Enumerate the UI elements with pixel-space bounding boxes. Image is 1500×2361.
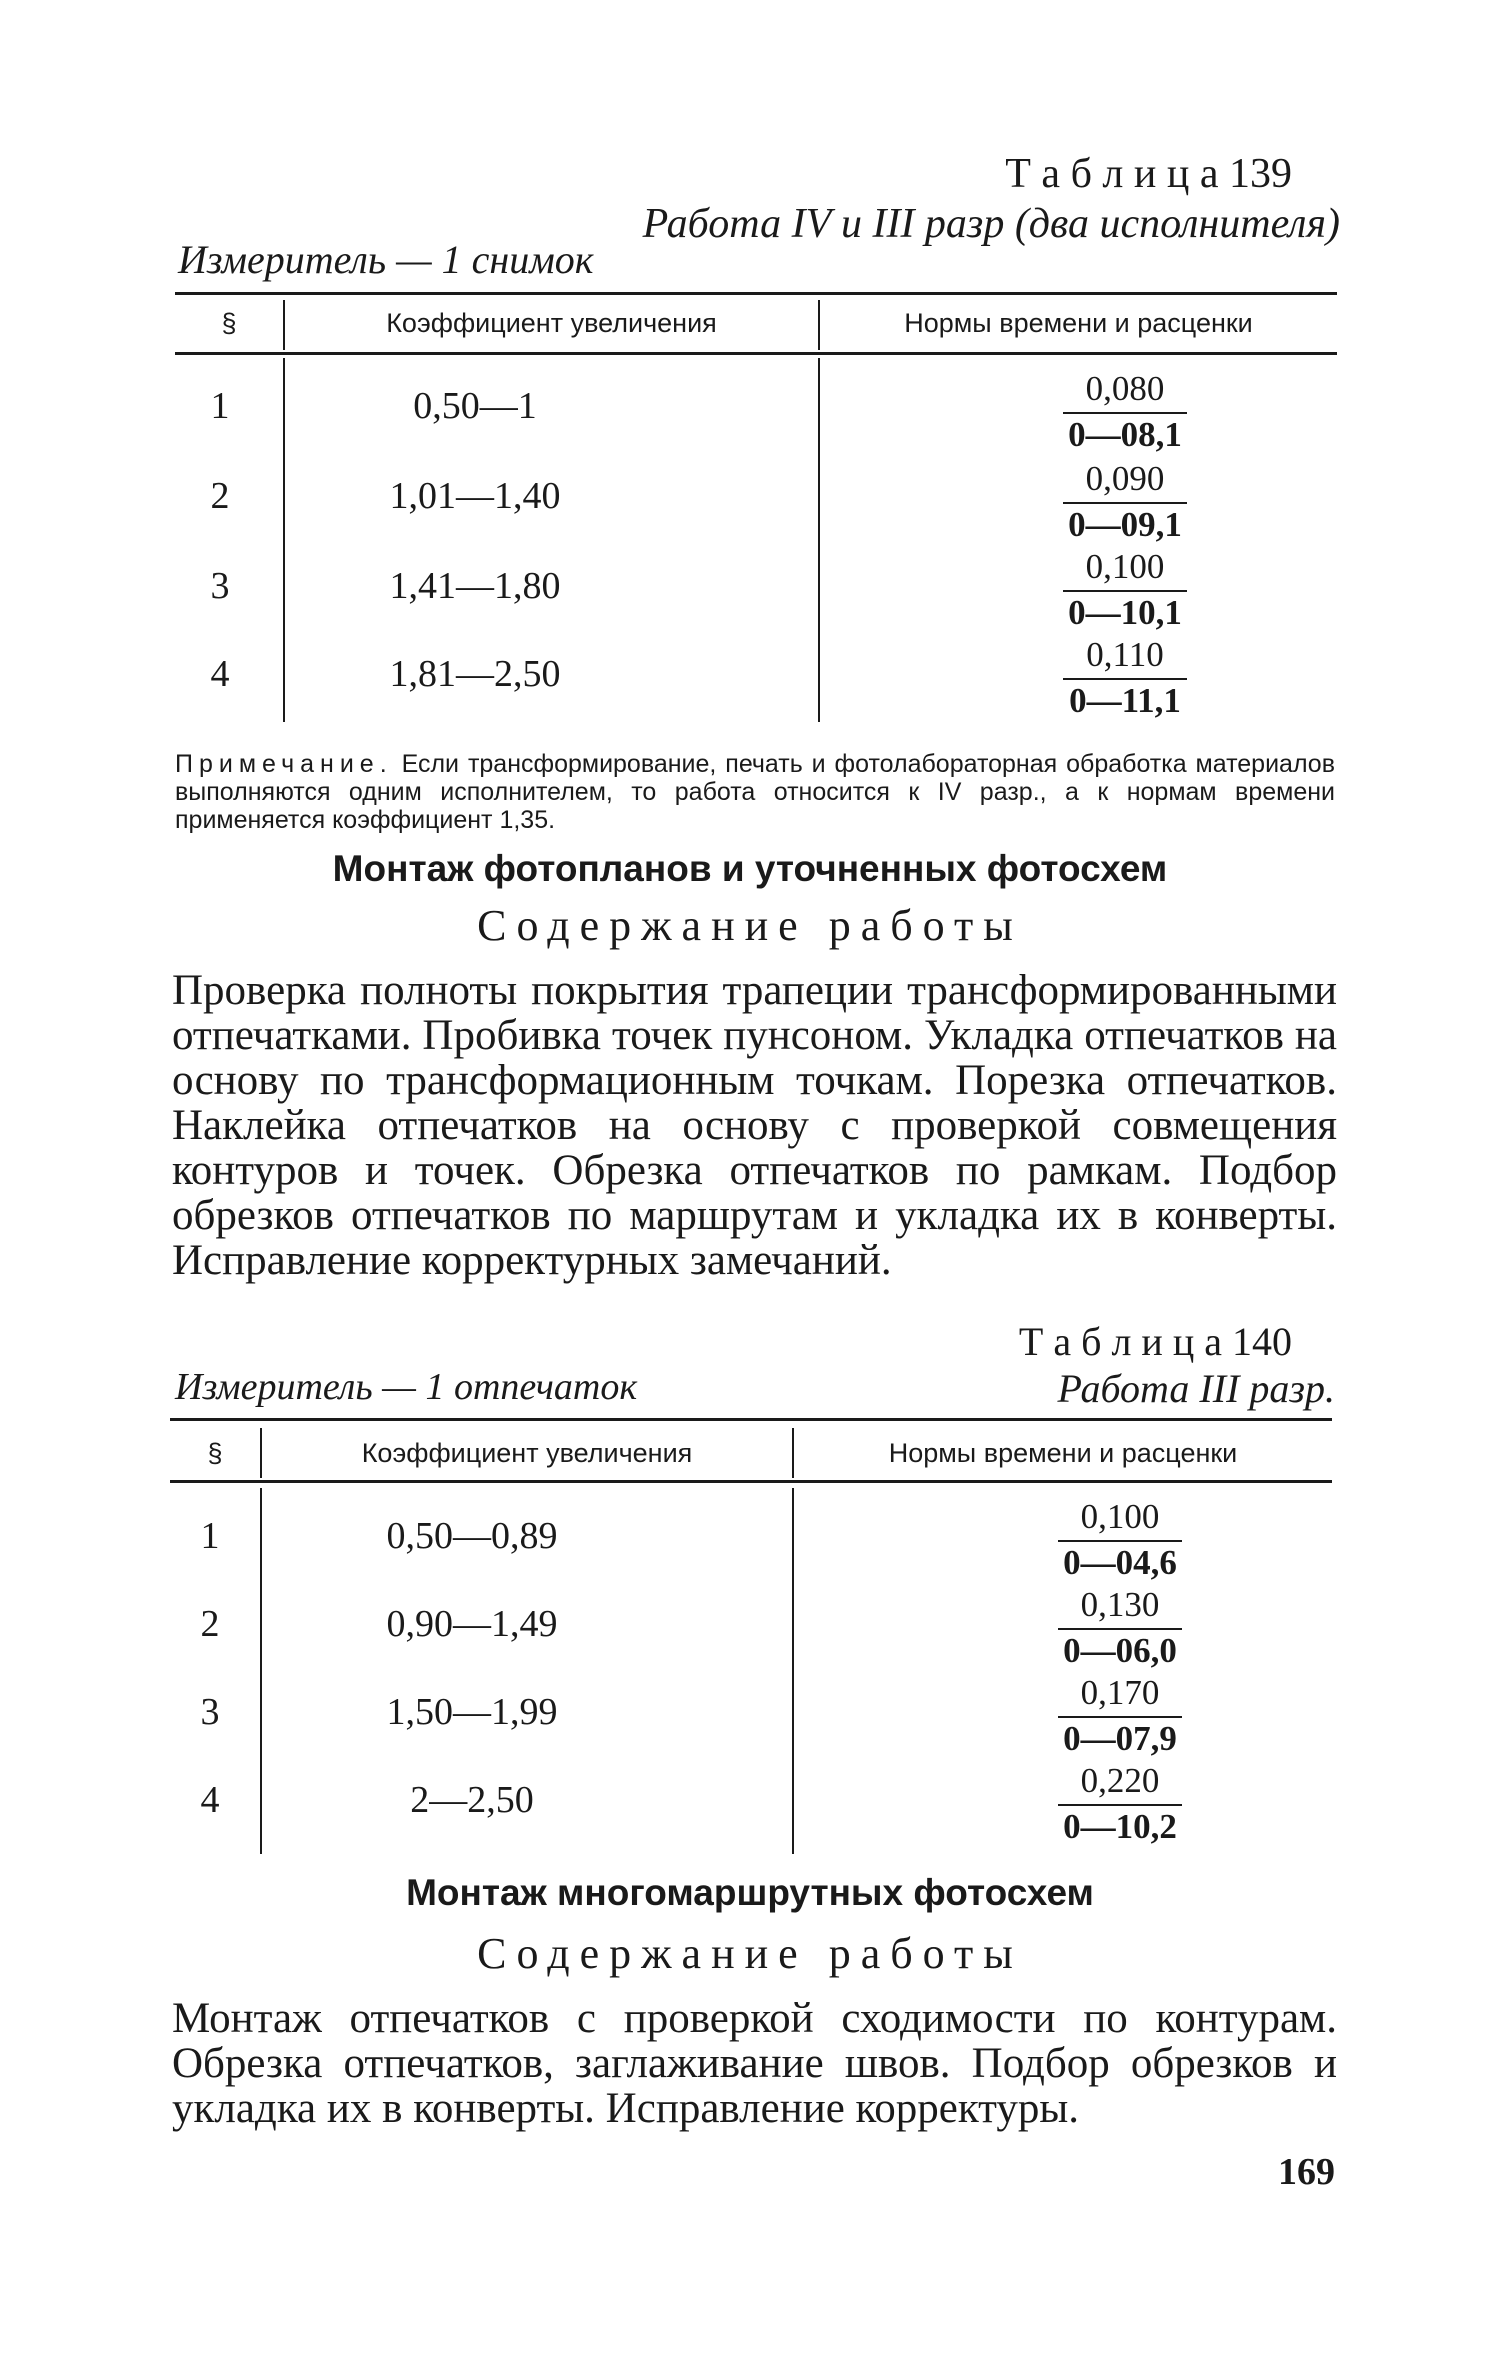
norm-price: 0—04,6 [1063, 1543, 1177, 1582]
norm-time: 0,090 [1085, 459, 1165, 498]
table-top-rule [175, 292, 1337, 295]
row-norm-fraction [1020, 1584, 1220, 1672]
norm-price: 0—08,1 [1068, 415, 1182, 454]
table-note [175, 750, 1335, 834]
row-coefficient: 0,90—1,49 [386, 1603, 558, 1645]
table-139-title: Т а б л и ц а 139 [1005, 151, 1292, 197]
norm-price: 0—06,0 [1063, 1631, 1177, 1670]
note-text: Если трансформирование, печать и фотолабораторная обработка материалов выполняются одним исполнителем, то работа относится к IV разр., а к нормам времени применяется коэффициент 1,35. [175, 750, 1335, 834]
row-norm-fraction [1025, 368, 1225, 456]
row-number: 1 [200, 1515, 220, 1557]
norm-time: 0,220 [1080, 1761, 1160, 1800]
table-140-title: Т а б л и ц а 140 [1018, 1319, 1292, 1364]
norm-time: 0,080 [1085, 369, 1165, 408]
norm-price: 0—09,1 [1068, 505, 1182, 544]
row-number: 4 [210, 653, 230, 695]
header-norms: Нормы времени и расценки [888, 1438, 1238, 1468]
table-140-meter: Измеритель — 1 отпечаток [175, 1366, 638, 1408]
norm-price: 0—10,1 [1068, 593, 1182, 632]
row-number: 3 [200, 1691, 220, 1733]
table-139 [175, 292, 1337, 732]
row-number: 2 [200, 1603, 220, 1645]
row-coefficient: 0,50—1 [413, 385, 537, 427]
table-139-meter: Измеритель — 1 снимок [178, 237, 594, 282]
row-coefficient: 1,50—1,99 [386, 1691, 558, 1733]
norm-price: 0—11,1 [1069, 681, 1181, 720]
row-norm-fraction [1020, 1496, 1220, 1584]
header-coefficient: Коэффициент увеличения [386, 308, 717, 338]
row-number: 2 [210, 475, 230, 517]
section-subheading: Содержание работы [477, 1929, 1023, 1978]
table-header-rule [170, 1480, 1332, 1483]
row-number: 1 [210, 385, 230, 427]
table-139-work-grade: Работа IV и III разр (два исполнителя) [642, 201, 1340, 247]
row-norm-fraction [1025, 634, 1225, 722]
header-paragraph: § [221, 308, 237, 338]
row-coefficient: 1,41—1,80 [389, 565, 561, 607]
row-coefficient: 1,01—1,40 [389, 475, 561, 517]
norm-price: 0—07,9 [1063, 1719, 1177, 1758]
norm-time: 0,130 [1080, 1585, 1160, 1624]
table-140 [170, 1418, 1332, 1858]
header-paragraph: § [207, 1438, 223, 1468]
header-norms: Нормы времени и расценки [904, 308, 1253, 338]
norm-price: 0—10,2 [1063, 1807, 1177, 1846]
section-body: Монтаж отпечатков с проверкой сходимости по контурам. Обрезка отпечатков, заглаживание швов. Подбор обрезков и укладка их в конверты. Исправление корректуры. [172, 1995, 1337, 2132]
page-number: 169 [1278, 2151, 1335, 2193]
header-coefficient: Коэффициент увеличения [361, 1438, 693, 1468]
table-divider [818, 358, 820, 722]
table-header-rule [175, 352, 1337, 355]
row-coefficient: 0,50—0,89 [386, 1515, 558, 1557]
row-number: 3 [210, 565, 230, 607]
row-norm-fraction [1020, 1760, 1220, 1848]
row-number: 4 [200, 1779, 220, 1821]
norm-time: 0,100 [1080, 1497, 1160, 1536]
row-norm-fraction [1025, 458, 1225, 546]
section-heading: Монтаж фотопланов и уточненных фотосхем [332, 848, 1168, 889]
table-140-work-grade: Работа III разр. [1057, 1366, 1335, 1411]
row-coefficient: 2—2,50 [410, 1779, 534, 1821]
table-divider [792, 1488, 794, 1854]
row-norm-fraction [1020, 1672, 1220, 1760]
norm-time: 0,100 [1085, 547, 1165, 586]
section-body: Проверка полноты покрытия трапеции трансформированными отпечатками. Пробивка точек пунсоном. Укладка отпечатков на основу по трансформационным точкам. Порезка отпечатков. Наклейка отпечатков на основу с проверкой совмещения контуров и точек. Обрезка отпечатков по рамкам. Подбор обрезков отпечатков по маршрутам и укладка их в конверты. Исправление корректурных замечаний. [172, 967, 1337, 1284]
table-top-rule [170, 1418, 1332, 1421]
row-norm-fraction [1025, 546, 1225, 634]
note-label: Примечание. [175, 750, 393, 778]
section-heading: Монтаж многомаршрутных фотосхем [406, 1872, 1094, 1913]
norm-time: 0,170 [1080, 1673, 1160, 1712]
section-subheading: Содержание работы [477, 901, 1023, 950]
norm-time: 0,110 [1086, 635, 1164, 674]
row-coefficient: 1,81—2,50 [389, 653, 561, 695]
